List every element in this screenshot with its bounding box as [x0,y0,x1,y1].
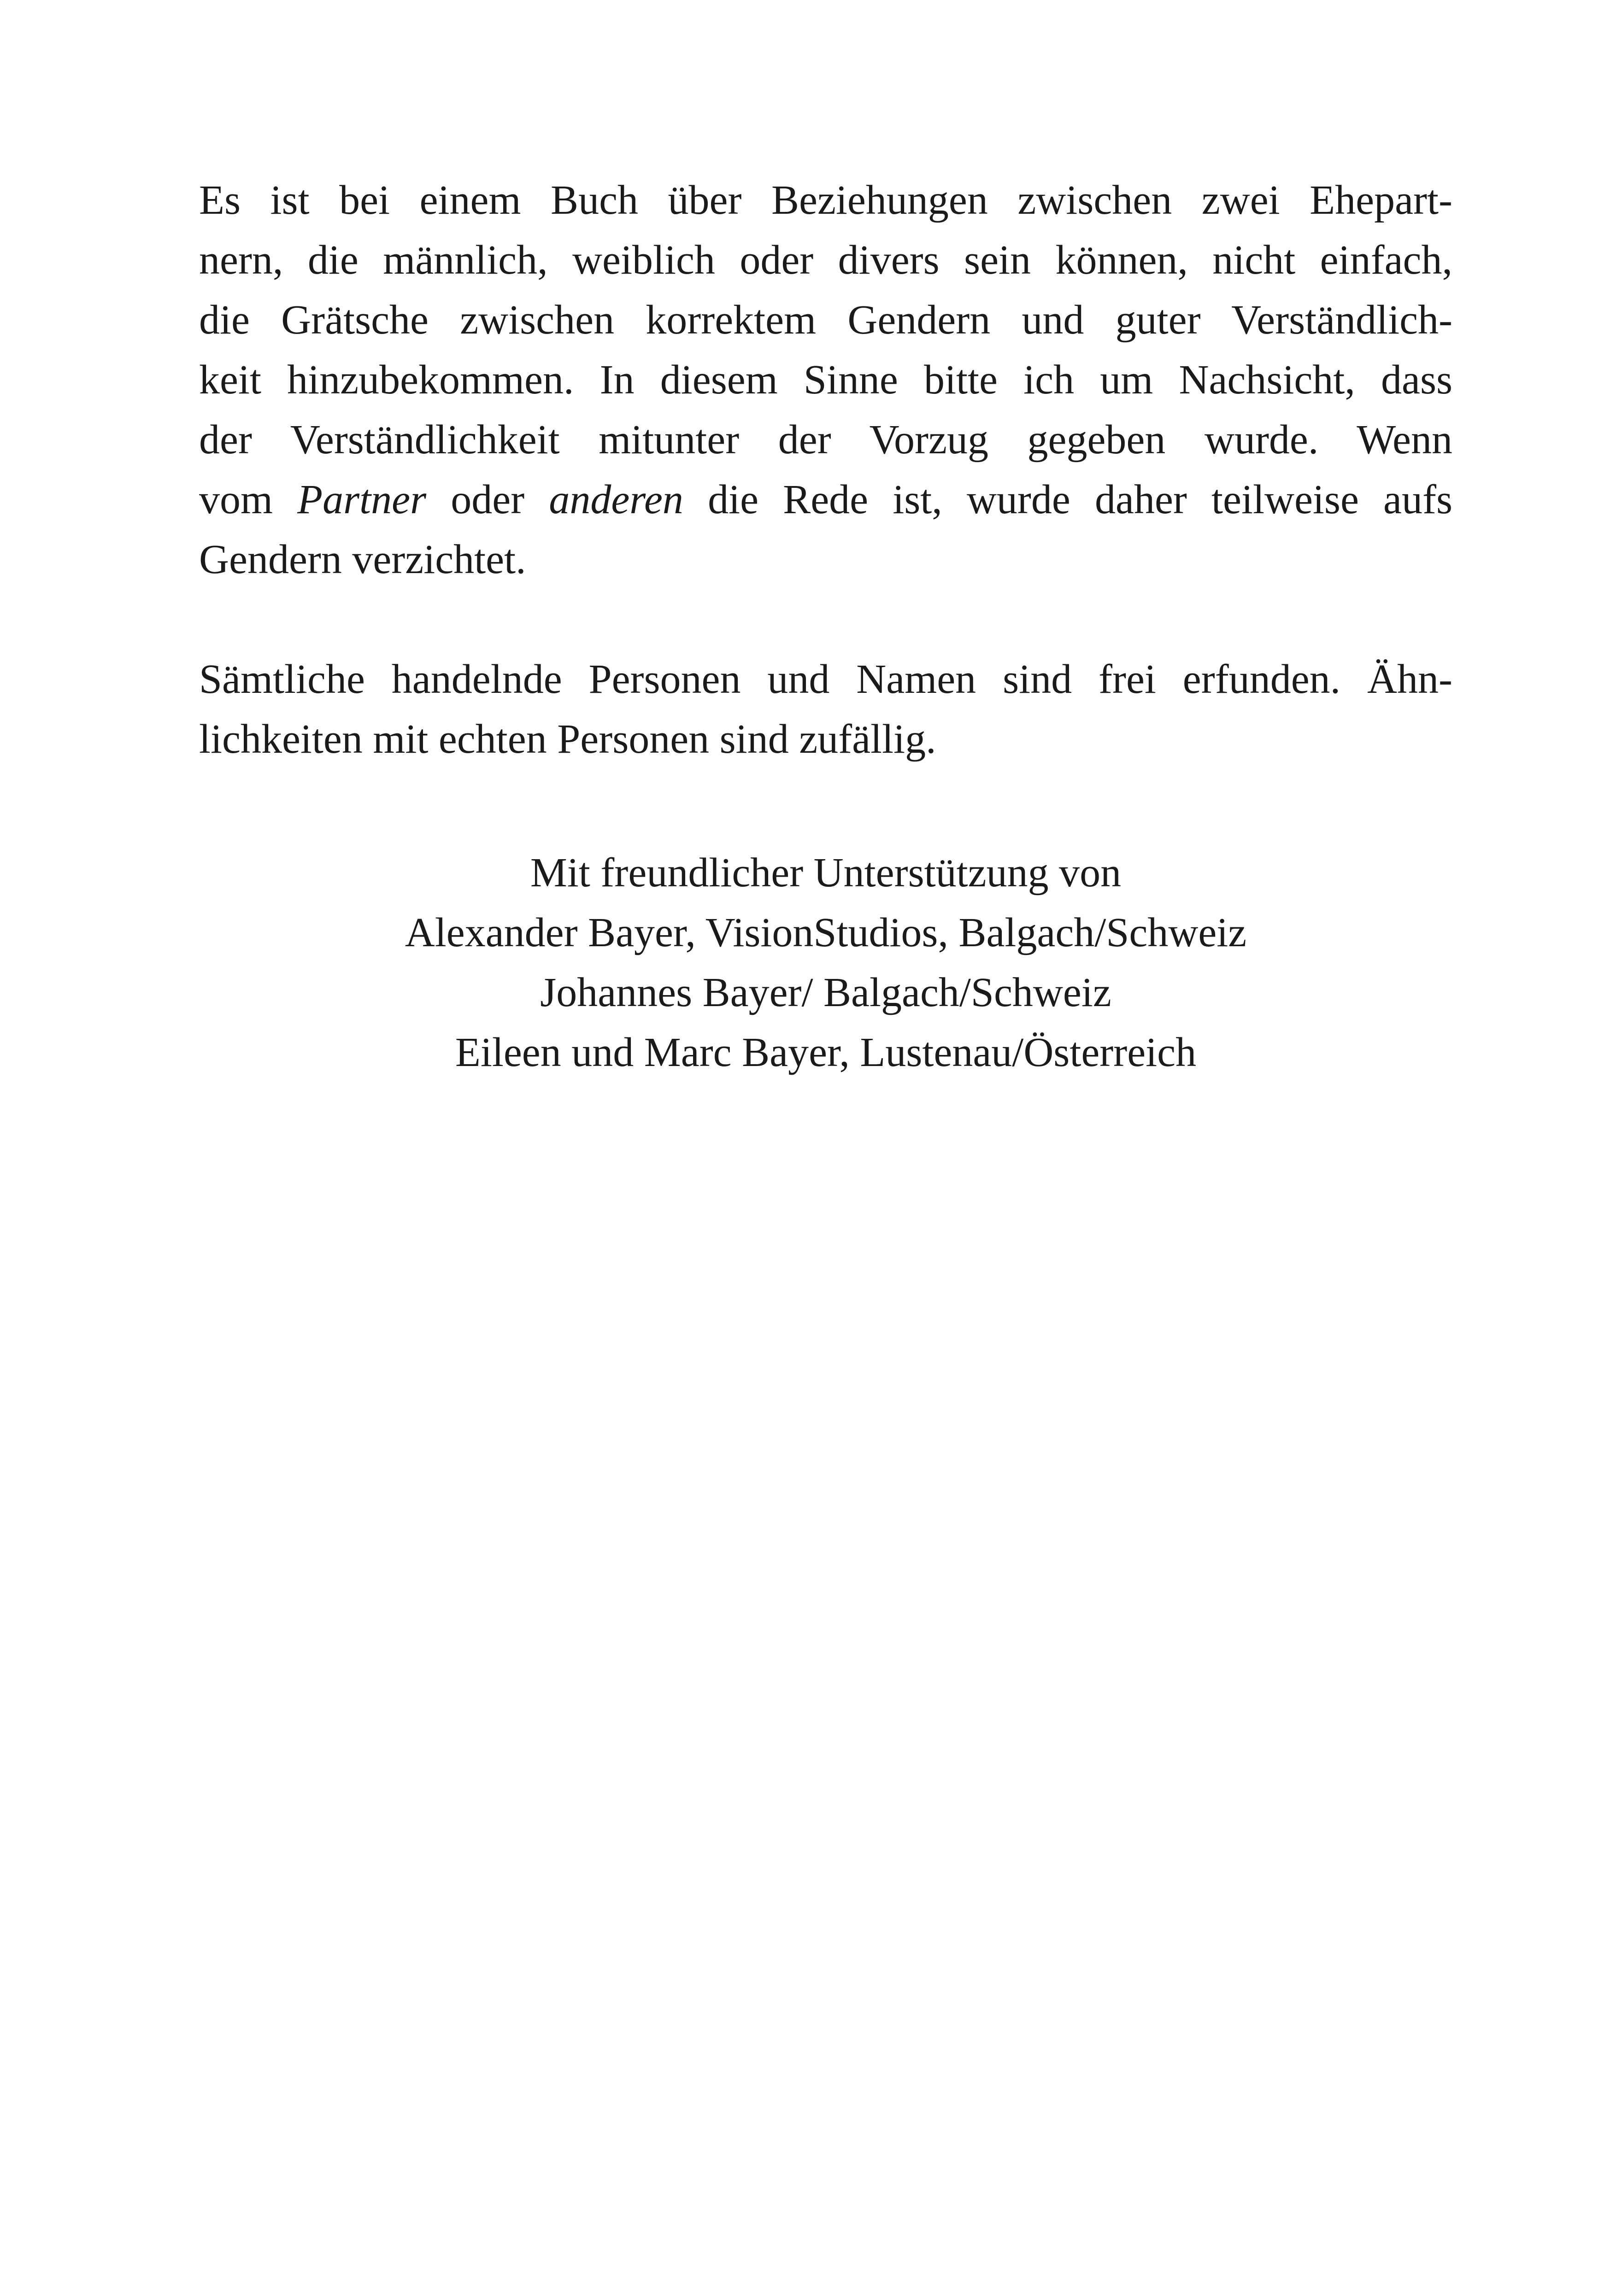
emphasis-partner: Partner [297,477,427,522]
paragraph-line [199,470,1452,530]
acknowledgement-item: Eileen und Marc Bayer, Lustenau/Österreich [455,1030,1197,1075]
text-run: vom [199,477,298,522]
paragraph-spacer [199,590,1452,650]
paragraph-line: der Verständlichkeit mitunter der Vorzug gegeben wurde. Wenn [199,417,1452,463]
text-run: die Rede ist, wurde daher teilweise aufs [683,477,1452,522]
text-run: oder [426,477,549,522]
acknowledgement-item: Johannes Bayer/ Balgach/Schweiz [540,970,1111,1015]
paragraph-line: die Grätsche zwischen korrektem Gendern und guter Verständlich- [199,297,1452,343]
paragraph-line: Es ist bei einem Buch über Beziehungen zwischen zwei Ehepart- [199,177,1452,223]
paragraph-line: lichkeiten mit echten Personen sind zufällig. [199,716,936,762]
body-text [199,170,1452,769]
acknowledgements [199,843,1452,1083]
paragraph-line: nern, die männlich, weiblich oder divers sein können, nicht einfach, [199,237,1452,283]
paragraph-line: Sämtliche handelnde Personen und Namen sind frei erfunden. Ähn- [199,656,1452,702]
disclaimer-paragraph [199,650,1452,769]
paragraph-line: Gendern verzichtet. [199,537,526,582]
paragraph-line: keit hinzubekommen. In diesem Sinne bitte ich um Nachsicht, dass [199,357,1452,403]
acknowledgement-item: Alexander Bayer, VisionStudios, Balgach/Schweiz [405,910,1247,955]
acknowledgements-heading: Mit freundlicher Unterstützung von [530,850,1122,896]
gendering-note-paragraph [199,170,1452,590]
emphasis-anderen: anderen [549,477,683,522]
